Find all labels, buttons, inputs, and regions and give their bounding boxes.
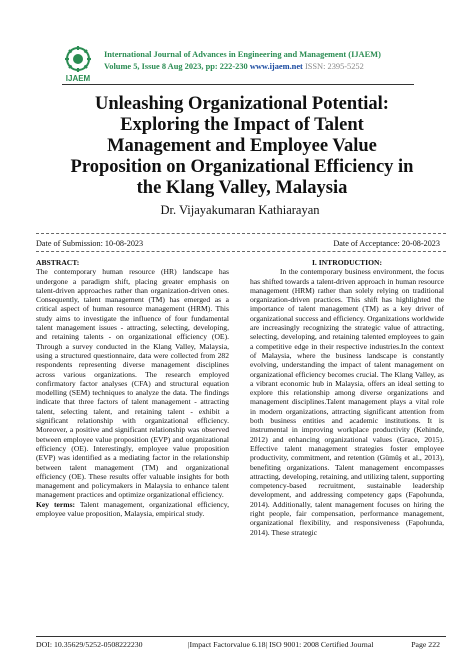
keywords — [36, 500, 229, 519]
logo-text: IJAEM — [65, 74, 91, 83]
date-submission: Date of Submission: 10-08-2023 — [36, 239, 144, 248]
journal-website[interactable]: www.ijaem.net — [249, 62, 303, 71]
footer-rule — [36, 636, 446, 637]
volume-issue: Volume 5, Issue 8 Aug 2023, pp: 222-230 — [104, 62, 248, 71]
keywords-text: Talent management, organizational efficiency, employee value proposition, Malaysia, empirical study. — [36, 499, 229, 519]
introduction-text: In the contemporary business environment, the focus has shifted towards a talent-driven approach in human resource management (HRM) rather than solely relying on traditional organization-driven practices. This shift has highlighted the importance of talent management (TM) as a key driver of organizational success and efficiency. Organizations worldwide are increasingly recognizing the strategic value of attracting, selecting, developing, and retaining talented employees to gain a competitive edge in their respective industries.In the context of Malaysia, where the business landscape is constantly evolving, understanding the impact of talent management on organizational efficiency becomes crucial. The Klang Valley, as a vibrant economic hub in Malaysia, offers an ideal setting to explore this relationship among diverse organizations and management disciplines.Talent management plays a vital role in modern organizations, attracting significant attention from both business entities and academic institutions. It is instrumental in improving workplace productivity (Kehinde, 2012) and enhancing organizational values (Grace, 2015). Effective talent management strategies foster employee productivity, commitment, and retention (Gümüş et al., 2013), benefiting organizations. Talent management encompasses attracting, developing, retaining, and utilizing talent, supporting competency-based recruitment, sustainable leadership development, and addressing competency gaps (Fapohunda, 2014). Additionally, talent management focuses on hiring the right people, fair compensation, performance management, organizational flexibility, and responsiveness (Fapohunda, 2014). These strategic — [250, 267, 445, 537]
abstract-text: The contemporary human resource (HR) landscape has undergone a paradigm shift, placing greater emphasis on talent-driven approaches rather than organization-driven ones. Consequently, talent management (TM) has emerged as a critical aspect of human resource management (HRM). This study aims to investigate the influence of four fundamental talent management issues - attracting, selecting, developing, and retaining talents - on organizational efficiency (OE). Through a survey conducted in the Klang Valley, Malaysia, using a structured questionnaire, data were collected from 282 respondents representing diverse management disciplines across various organizations. The research employed confirmatory factor analyses (CFA) and structural equation modelling (SEM) techniques to analyze the data. The findings indicate that three factors of talent management - attracting talent, selecting talent, and retaining talent - exhibit a significant relationship with organizational efficiency. Moreover, a positive and significant relationship was observed between employee value proposition (EVP) and organizational efficiency (OE). Interestingly, employee value proposition (EVP) was identified as a mediating factor in the relationship between talent management (TM) and organizational efficiency (OE). These results offer valuable insights for both management and policymakers in Malaysia to enhance talent management practices and optimize organizational efficiency. — [36, 267, 229, 500]
divider-bottom — [36, 251, 446, 252]
impact-factor: |Impact Factorvalue 6.18| ISO 9001: 2008 Certified Journal — [188, 640, 374, 649]
introduction-column — [250, 258, 444, 537]
journal-logo-icon — [58, 46, 98, 84]
abstract-column — [36, 258, 229, 518]
abstract-heading: ABSTRACT: — [36, 258, 80, 267]
keywords-label: Key terms: — [36, 499, 76, 509]
date-acceptance: Date of Acceptance: 20-08-2023 — [333, 239, 440, 248]
paper-author: Dr. Vijayakumaran Kathiarayan — [160, 203, 320, 217]
journal-name: International Journal of Advances in Engineering and Management (IJAEM) — [104, 50, 381, 59]
doi[interactable]: DOI: 10.35629/5252-0508222230 — [36, 640, 143, 649]
divider-top — [36, 233, 446, 234]
journal-logo — [58, 46, 98, 84]
page-number: Page 222 — [411, 640, 440, 649]
issn: ISSN: 2395-5252 — [304, 62, 364, 71]
paper-title: Unleashing Organizational Potential: Exploring the Impact of Talent Management and Employee Value Proposition on Organizational Efficiency in the Klang Valley, Malaysia — [70, 94, 414, 198]
journal-issue-line — [104, 62, 464, 72]
header-rule — [62, 84, 414, 85]
introduction-heading: I. INTRODUCTION: — [311, 258, 383, 267]
